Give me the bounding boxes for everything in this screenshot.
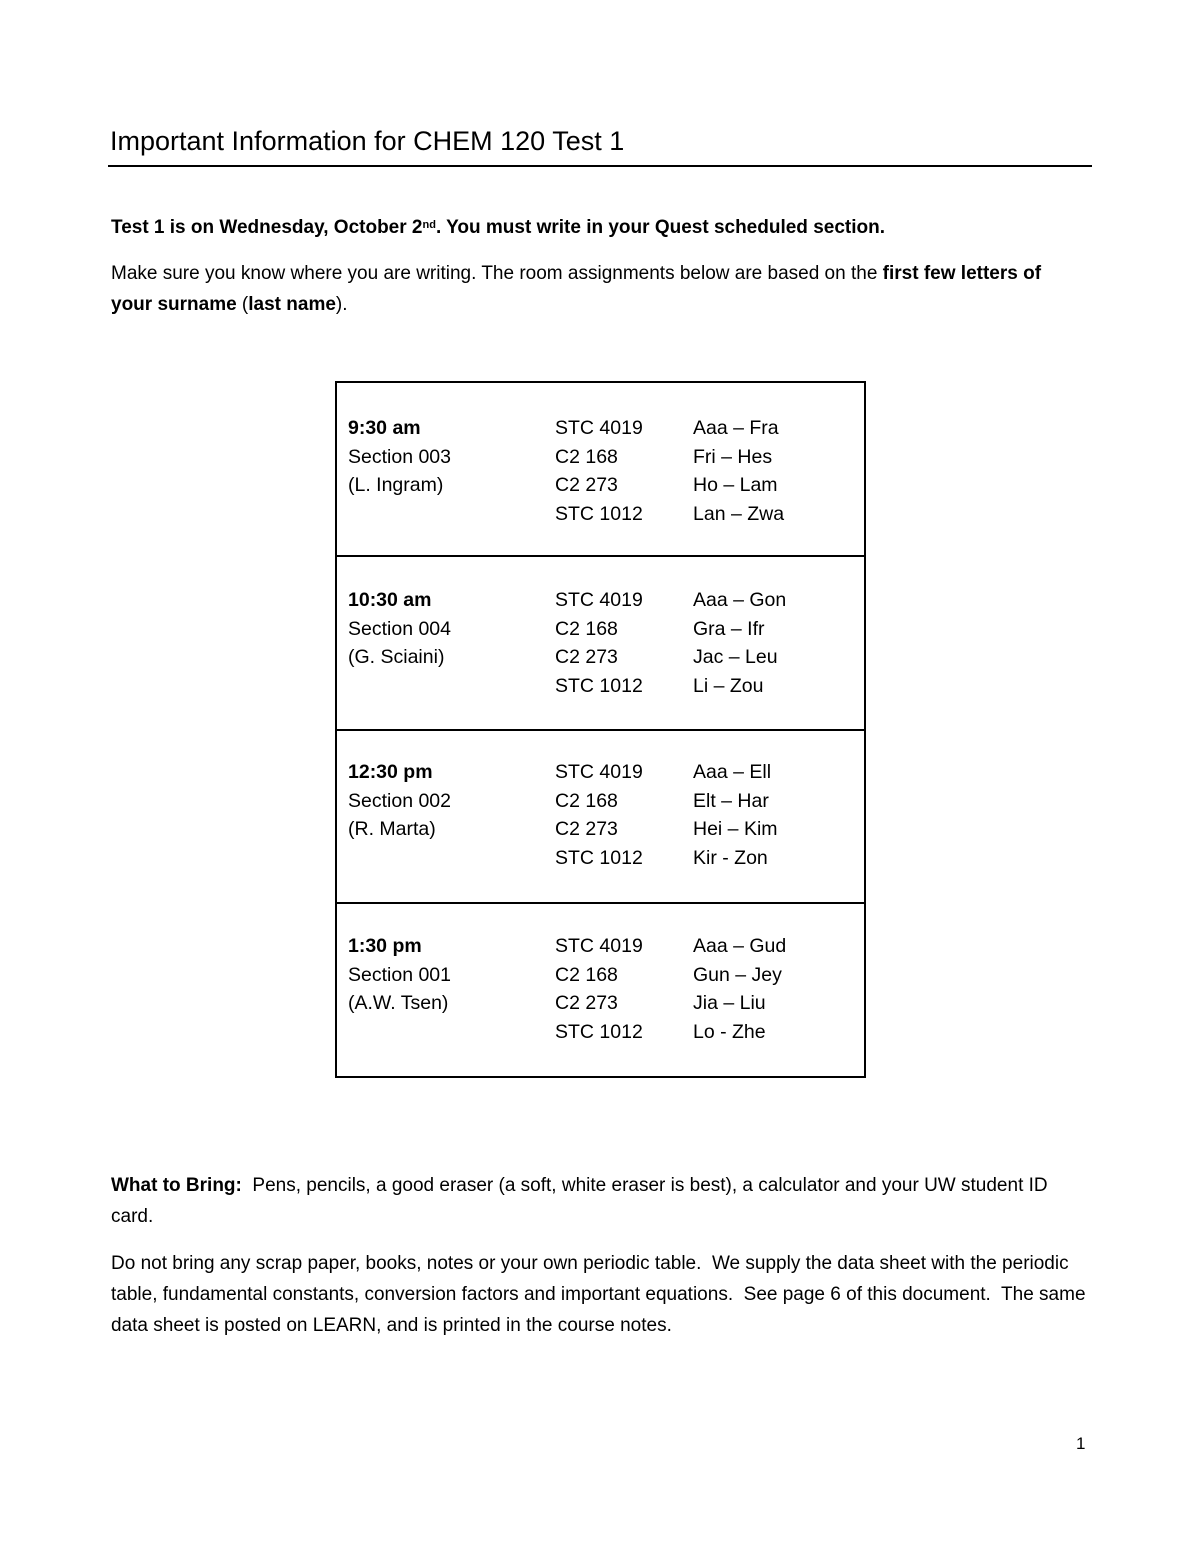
title-divider [108, 165, 1092, 167]
schedule-block [337, 902, 864, 1076]
section-number: Section 002 [348, 789, 451, 812]
room-assignment-text: Make sure you know where you are writing. The room assignments below are based on the [111, 263, 883, 284]
what-to-bring-text: Pens, pencils, a good eraser (a soft, white eraser is best), a calculator and your UW student ID card. [111, 1175, 1053, 1227]
test-date-paragraph [111, 212, 885, 243]
paren-open: ( [236, 294, 249, 315]
page-title: Important Information for CHEM 120 Test 1 [110, 126, 625, 156]
session-info [348, 586, 451, 672]
room: C2 168 [555, 789, 618, 812]
room: STC 1012 [555, 847, 643, 870]
surname-range: Gun – Jey [693, 963, 782, 986]
surname-range: Aaa – Fra [693, 417, 779, 439]
room: STC 1012 [555, 1021, 643, 1044]
last-name-emphasis: last name [248, 294, 336, 315]
session-time: 10:30 am [348, 589, 432, 611]
surname-range-list [693, 758, 778, 873]
session-time: 1:30 pm [348, 935, 422, 957]
session-info [348, 932, 451, 1018]
surname-range-list [693, 586, 786, 701]
room-list [555, 414, 643, 529]
instructor-name: (R. Marta) [348, 818, 436, 841]
surname-range: Lo - Zhe [693, 1021, 766, 1044]
surname-range: Kir - Zon [693, 847, 768, 870]
surname-range: Hei – Kim [693, 818, 778, 841]
schedule-block [337, 383, 864, 555]
room: C2 168 [555, 963, 618, 986]
session-time: 12:30 pm [348, 761, 433, 783]
surname-range: Jac – Leu [693, 646, 778, 669]
surname-emphasis: first few letters of your surname [111, 263, 1042, 315]
surname-range: Aaa – Gud [693, 935, 787, 957]
what-to-bring-paragraph [111, 1170, 1086, 1232]
paren-close: ). [335, 294, 348, 315]
surname-range-list [693, 414, 784, 529]
room: C2 273 [555, 818, 618, 841]
section-number: Section 001 [348, 963, 451, 986]
room-list [555, 586, 643, 701]
room: C2 273 [555, 474, 618, 497]
surname-range: Lan – Zwa [693, 503, 785, 526]
section-instruction-text: . You must write in your Quest scheduled section. [435, 217, 885, 238]
do-not-bring-paragraph: Do not bring any scrap paper, books, notes or your own periodic table. We supply the data sheet with the periodic table, fundamental constants, conversion factors and important equations. See page 6 of this document. The same data sheet is posted on LEARN, and is printed in the course notes. [111, 1253, 1091, 1336]
instructor-name: (L. Ingram) [348, 474, 444, 497]
surname-range: Jia – Liu [693, 992, 766, 1015]
room: STC 4019 [555, 417, 643, 439]
session-time: 9:30 am [348, 417, 421, 439]
room: C2 168 [555, 445, 618, 468]
section-number: Section 004 [348, 617, 451, 640]
room: STC 4019 [555, 589, 643, 611]
instructor-name: (A.W. Tsen) [348, 992, 449, 1015]
surname-range: Fri – Hes [693, 445, 773, 468]
schedule-block [337, 729, 864, 903]
session-info [348, 414, 451, 500]
surname-range-list [693, 932, 786, 1047]
date-ordinal-suffix: nd [422, 219, 436, 231]
room-list [555, 932, 643, 1047]
room: C2 273 [555, 646, 618, 669]
room-schedule-table [335, 381, 866, 1078]
room-list [555, 758, 643, 873]
room: STC 1012 [555, 503, 643, 526]
what-to-bring-label: What to Bring: [111, 1175, 242, 1196]
section-number: Section 003 [348, 445, 451, 468]
surname-range: Gra – Ifr [693, 617, 765, 640]
room: STC 4019 [555, 935, 643, 957]
surname-range: Aaa – Ell [693, 761, 772, 783]
page-number: 1 [1076, 1434, 1086, 1453]
surname-range: Ho – Lam [693, 474, 778, 497]
room: C2 168 [555, 617, 618, 640]
session-info [348, 758, 451, 844]
test-date-text: Test 1 is on Wednesday, October 2 [111, 217, 423, 238]
room: STC 1012 [555, 675, 643, 698]
surname-range: Li – Zou [693, 675, 764, 698]
surname-range: Elt – Har [693, 789, 769, 812]
instructor-name: (G. Sciaini) [348, 646, 445, 669]
room: STC 4019 [555, 761, 643, 783]
schedule-block [337, 555, 864, 729]
room: C2 273 [555, 992, 618, 1015]
surname-range: Aaa – Gon [693, 589, 787, 611]
room-assignment-paragraph [111, 258, 1086, 320]
